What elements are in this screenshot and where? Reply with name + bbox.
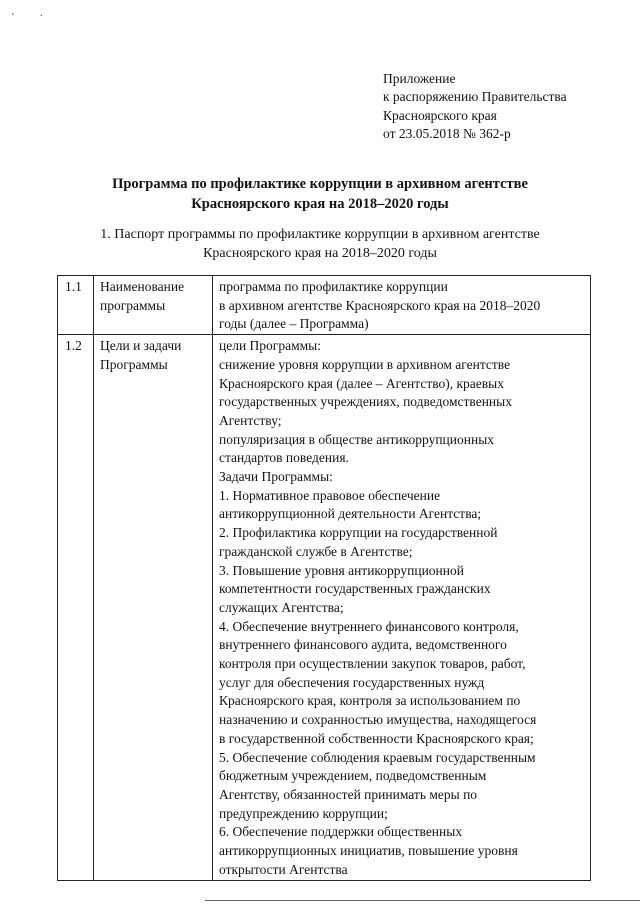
section-heading-line: 1. Паспорт программы по профилактике коррупции в архивном агентстве <box>100 227 540 242</box>
row-label-line: Программы <box>100 356 168 372</box>
document-title-line: Программа по профилактике коррупции в архивном агентстве <box>112 176 528 192</box>
row-label-line: программы <box>100 297 166 313</box>
row-content-line: снижение уровня коррупции в архивном агентстве <box>219 356 511 372</box>
appendix-line: к распоряжению Правительства <box>383 89 567 105</box>
appendix-line: Приложение <box>383 71 456 86</box>
appendix-line: Красноярского края <box>383 107 497 123</box>
row-content-line: Задачи Программы: <box>219 469 333 485</box>
row-content <box>213 276 591 335</box>
row-label-line: Цели и задачи <box>100 338 182 354</box>
row-content-line: годы (далее – Программа) <box>219 316 369 332</box>
row-content-line: в архивном агентстве Красноярского края на 2018–2020 <box>219 297 541 313</box>
appendix-block <box>383 70 567 144</box>
row-content-line: Красноярского края (далее – Агентство), краевых <box>219 375 504 391</box>
row-content-line: назначению и сохранностью имущества, находящегося <box>219 712 537 728</box>
appendix-line: от 23.05.2018 № 362-р <box>383 126 511 142</box>
row-content-line: стандартов поведения. <box>219 450 349 466</box>
section-heading <box>0 225 640 263</box>
row-content-line: 5. Обеспечение соблюдения краевым государственным <box>219 749 536 765</box>
row-content-line: бюджетным учреждением, подведомственным <box>219 768 487 784</box>
table-row <box>58 335 591 880</box>
row-content-line: Красноярского края, контроля за использованием по <box>219 693 521 709</box>
row-content-line: государственных учреждениях, подведомственных <box>219 394 512 410</box>
row-content-line: открытости Агентства <box>219 861 348 877</box>
section-heading-line: Красноярского края на 2018–2020 годы <box>203 246 437 261</box>
row-content-line: 1. Нормативное правовое обеспечение <box>219 487 441 503</box>
scan-mark: ' <box>12 12 14 23</box>
row-content-line: антикоррупционной деятельности Агентства; <box>219 506 482 522</box>
row-label <box>94 276 213 335</box>
row-content-line: 2. Профилактика коррупции на государственной <box>219 525 498 541</box>
row-content-line: 4. Обеспечение внутреннего финансового контроля, <box>219 618 519 634</box>
row-number: 1.1 <box>58 276 94 335</box>
row-content-line: популяризация в обществе антикоррупционных <box>219 431 495 447</box>
row-content-line: контроля при осуществлении закупок товаров, работ, <box>219 656 526 672</box>
row-content-line: компетентности государственных гражданских <box>219 581 491 597</box>
row-content-line: внутреннего финансового аудита, ведомственного <box>219 637 507 653</box>
document-title <box>0 175 640 214</box>
row-label <box>94 335 213 880</box>
row-content-line: Агентству, обязанностей принимать меры по <box>219 786 478 802</box>
row-content-line: услуг для обеспечения государственных нужд <box>219 674 485 690</box>
row-content-line: 6. Обеспечение поддержки общественных <box>219 824 463 840</box>
row-number: 1.2 <box>58 335 94 880</box>
page-bottom-rule <box>205 900 640 901</box>
row-content <box>213 335 591 880</box>
row-label-line: Наименование <box>100 279 185 294</box>
row-content-line: в государственной собственности Красноярского края; <box>219 730 534 746</box>
row-content-line: цели Программы: <box>219 338 321 354</box>
document-title-line: Красноярского края на 2018–2020 годы <box>191 195 449 212</box>
row-content-line: программа по профилактике коррупции <box>219 279 448 294</box>
scan-mark: . <box>40 8 43 19</box>
row-content-line: Агентству; <box>219 412 282 428</box>
table-row <box>58 276 591 335</box>
passport-table <box>57 275 591 881</box>
row-content-line: 3. Повышение уровня антикоррупционной <box>219 562 464 578</box>
row-content-line: служащих Агентства; <box>219 599 344 615</box>
row-content-line: предупреждению коррупции; <box>219 805 388 821</box>
row-content-line: гражданской службе в Агентстве; <box>219 543 413 559</box>
row-content-line: антикоррупционных инициатив, повышение уровня <box>219 843 518 859</box>
